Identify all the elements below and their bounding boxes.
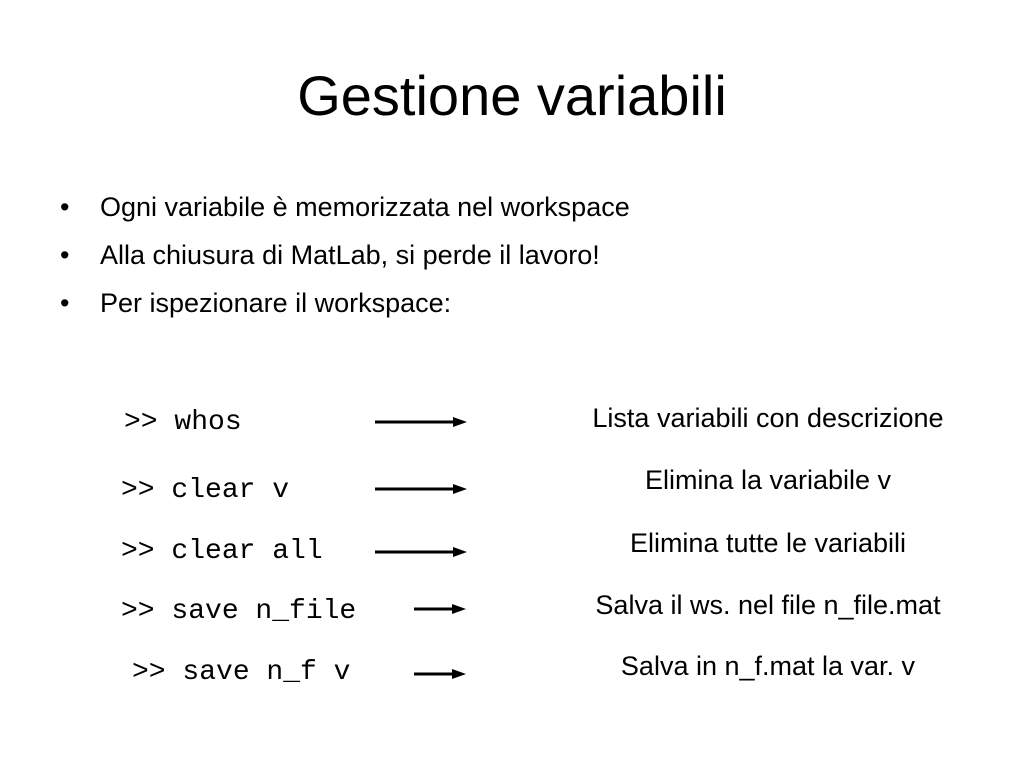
command-description: Elimina la variabile v: [644, 465, 892, 495]
bullet-list: [60, 183, 630, 327]
right-arrow-icon: [375, 544, 467, 560]
bullet-text: Ogni variabile è memorizzata nel workspace: [100, 192, 630, 222]
command-description: Lista variabili con descrizione: [592, 403, 944, 433]
bullet-text: Alla chiusura di MatLab, si perde il lavoro!: [100, 240, 600, 270]
bullet-icon: •: [60, 288, 70, 318]
right-arrow-icon: [414, 666, 466, 682]
right-arrow-icon: [375, 414, 467, 430]
bullet-item: [60, 231, 630, 279]
slide-title: Gestione variabili: [297, 64, 727, 127]
command-description: Elimina tutte le variabili: [629, 528, 907, 558]
bullet-icon: •: [60, 240, 70, 270]
bullet-item: [60, 183, 630, 231]
bullet-item: [60, 279, 630, 327]
bullet-icon: •: [60, 192, 70, 222]
command-text: >> save n_file: [121, 596, 357, 627]
command-text: >> whos: [124, 407, 242, 438]
right-arrow-icon: [375, 481, 467, 497]
bullet-text: Per ispezionare il workspace:: [100, 288, 452, 318]
command-text: >> clear v: [121, 475, 290, 506]
command-text: >> save n_f v: [132, 657, 351, 688]
command-description: Salva il ws. nel file n_file.mat: [595, 590, 941, 620]
command-description: Salva in n_f.mat la var. v: [620, 651, 916, 681]
right-arrow-icon: [414, 601, 466, 617]
command-text: >> clear all: [121, 536, 323, 567]
